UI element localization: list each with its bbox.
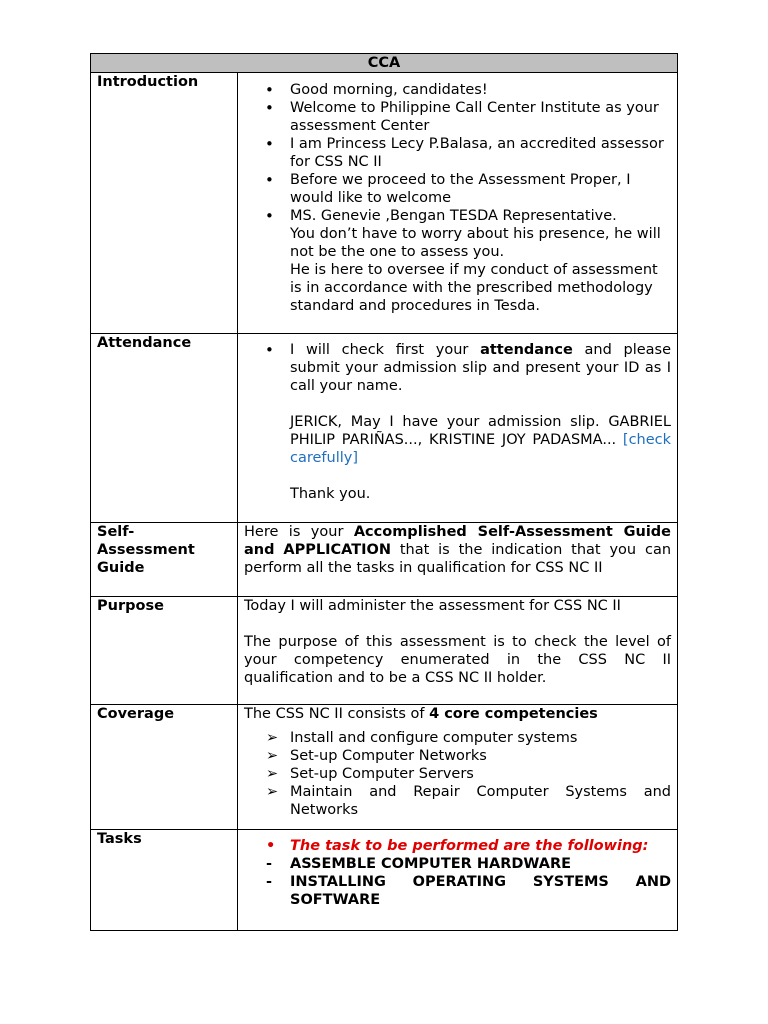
self-assessment-label <box>91 523 238 597</box>
purpose-line: Today I will administer the assessment for CSS NC II <box>244 598 621 614</box>
label-line: Assessment <box>97 542 195 558</box>
coverage-intro <box>244 705 671 723</box>
label-line: Guide <box>97 560 145 576</box>
purpose-content <box>238 597 678 705</box>
coverage-content <box>238 705 678 830</box>
list-item: • Welcome to Philippine Call Center Institute as your assessment Center <box>244 99 671 135</box>
introduction-continuation <box>244 225 671 315</box>
purpose-label: Purpose <box>91 597 238 705</box>
self-assessment-row <box>91 523 678 597</box>
item-text: INSTALLING OPERATING SYSTEMS AND SOFTWARE <box>290 874 672 908</box>
cca-table <box>90 53 678 931</box>
list-item <box>244 783 671 819</box>
coverage-label: Coverage <box>91 705 238 830</box>
list-item <box>244 341 671 395</box>
list-item: • I am Princess Lecy P.Balasa, an accredited assessor for CSS NC II <box>244 135 671 171</box>
item-text: Set-up Computer Networks <box>290 748 487 764</box>
item-text: Set-up Computer Servers <box>290 766 474 782</box>
introduction-label: Introduction <box>91 73 238 334</box>
bold-text: Accomplished Self-Assessment Guide <box>353 524 672 540</box>
bullet-icon: • <box>266 838 276 854</box>
header-row <box>91 54 678 73</box>
tasks-row <box>91 830 678 931</box>
tasks-intro <box>244 837 671 855</box>
item-text: Install and configure computer systems <box>290 730 578 746</box>
list-item <box>244 855 671 873</box>
dash-marker: - <box>266 874 273 890</box>
text: that is the indication that you can perform all the tasks in qualification for CSS NC II <box>244 542 672 576</box>
item-text: Maintain and Repair Computer Systems and Networks <box>290 784 672 818</box>
self-assessment-content <box>238 523 678 597</box>
attendance-bold: attendance <box>480 342 573 358</box>
attendance-content <box>238 334 678 523</box>
list-item: • Good morning, candidates! <box>244 81 671 99</box>
arrow-bullet-icon: ➢ <box>266 766 279 782</box>
continuation-line: You don’t have to worry about his presence, he will not be the one to assess you. <box>290 226 661 260</box>
text: and please submit your admission slip and present your ID as I call your name. <box>290 342 672 394</box>
table-header: CCA <box>91 54 678 73</box>
dash-marker: - <box>266 856 273 872</box>
attendance-label: Attendance <box>91 334 238 523</box>
bold-text: APPLICATION <box>283 542 391 558</box>
text: I will check first your <box>290 342 469 358</box>
red-text: The task to be performed are the following: <box>290 838 649 854</box>
list-item: • Before we proceed to the Assessment Proper, I would like to welcome <box>244 171 671 207</box>
item-text: ASSEMBLE COMPUTER HARDWARE <box>290 856 572 872</box>
tasks-content <box>238 830 678 931</box>
list-item <box>244 729 671 747</box>
arrow-bullet-icon: ➢ <box>266 784 279 800</box>
tasks-label: Tasks <box>91 830 238 931</box>
introduction-content <box>238 73 678 334</box>
purpose-row <box>91 597 678 705</box>
attendance-names <box>290 413 671 467</box>
thank-you: Thank you. <box>290 486 371 502</box>
text: The CSS NC II consists of <box>244 706 425 722</box>
coverage-list <box>244 729 671 819</box>
list-item <box>244 747 671 765</box>
check-carefully-link[interactable]: [check carefully] <box>290 432 672 466</box>
attendance-row <box>91 334 678 523</box>
text: Here is your <box>244 524 344 540</box>
attendance-list <box>244 341 671 395</box>
arrow-bullet-icon: ➢ <box>266 748 279 764</box>
list-item <box>244 873 671 909</box>
coverage-row <box>91 705 678 830</box>
bold-text: 4 core competencies <box>429 706 598 722</box>
arrow-bullet-icon: ➢ <box>266 730 279 746</box>
continuation-line: He is here to oversee if my conduct of assessment is in accordance with the prescribed methodology standard and procedures in Tesda. <box>290 262 658 314</box>
label-line: Self- <box>97 524 135 540</box>
introduction-list <box>244 81 671 225</box>
purpose-text: The purpose of this assessment is to check the level of your competency enumerated in the CSS NC II qualification and to be a CSS NC II holder. <box>244 634 672 686</box>
list-item <box>244 765 671 783</box>
attendance-more <box>244 395 671 503</box>
bold-text: and <box>244 542 275 558</box>
list-item: • MS. Genevie ,Bengan TESDA Representative. <box>244 207 671 225</box>
tasks-list <box>244 837 671 909</box>
introduction-row <box>91 73 678 334</box>
names-text: JERICK, May I have your admission slip. GABRIEL PHILIP PARIÑAS..., KRISTINE JOY PADASMA... <box>290 414 672 448</box>
